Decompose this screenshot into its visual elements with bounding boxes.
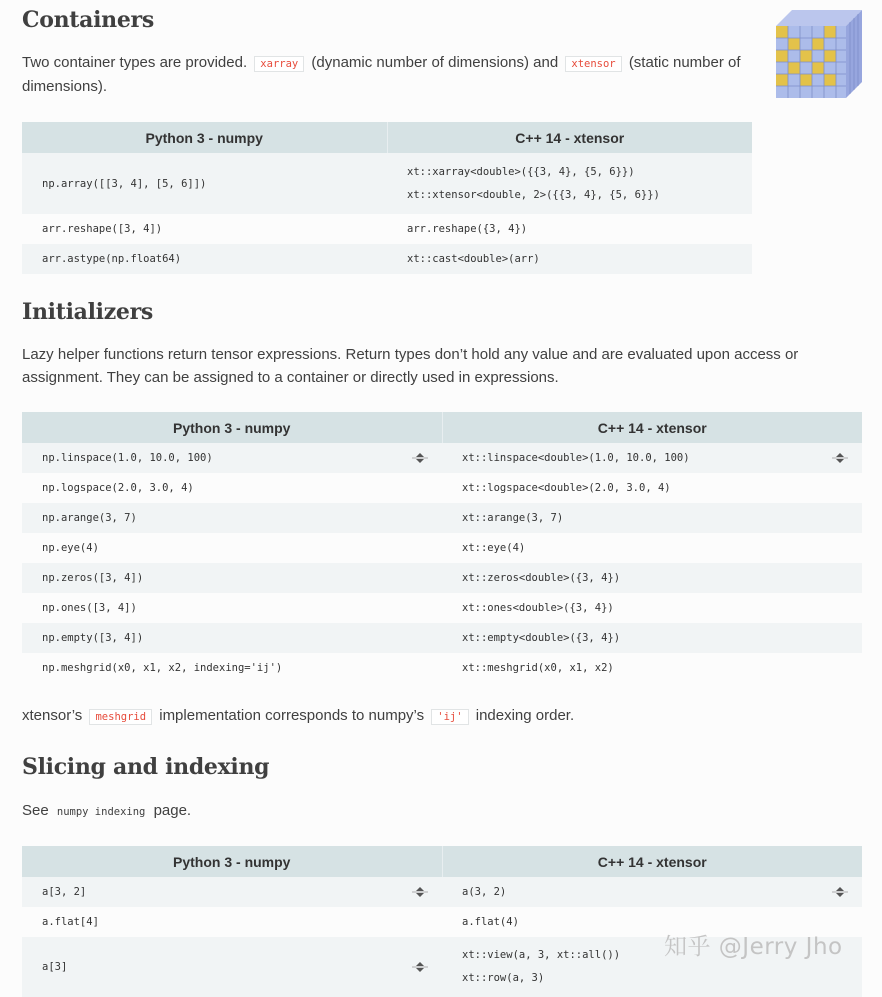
initializers-table [22, 412, 862, 683]
containers-intro: Two container types are provided. xarray (dynamic number of dimensions) and xtensor (static number of dimensions). [22, 54, 741, 95]
python-cell: arr.reshape([3, 4]) [22, 214, 387, 244]
python-cell: a[3] [22, 937, 442, 997]
cpp-cell: a(3, 2) [442, 877, 862, 907]
cpp-cell: xt::linspace<double>(1.0, 10.0, 100) [442, 443, 862, 473]
slicing-table [22, 846, 862, 997]
watermark-text: 知乎 @Jerry Jho [664, 934, 843, 960]
xtensor-cube-logo [772, 6, 864, 100]
python-cell: a.flat[4] [22, 907, 442, 937]
table-row [22, 877, 862, 907]
table-row [22, 623, 862, 653]
inline-code-meshgrid: meshgrid [89, 709, 152, 725]
sort-arrows-icon[interactable] [412, 886, 428, 898]
python-cell: a[3, 2] [22, 877, 442, 907]
meshgrid-note: xtensor’s meshgrid implementation corresponds to numpy’s 'ij' indexing order. [22, 707, 575, 724]
python-cell: np.empty([3, 4]) [22, 623, 442, 653]
python-cell: arr.astype(np.float64) [22, 244, 387, 274]
table-row [22, 563, 862, 593]
section-heading-containers: Containers [22, 7, 154, 33]
table-row [22, 533, 862, 563]
table-row [22, 473, 862, 503]
python-cell: np.logspace(2.0, 3.0, 4) [22, 473, 442, 503]
column-header-python[interactable]: Python 3 - numpy [22, 412, 442, 443]
inline-code-ij: 'ij' [431, 709, 468, 725]
section-heading-slicing: Slicing and indexing [22, 754, 270, 780]
table-row [22, 214, 752, 244]
inline-code-xarray: xarray [254, 56, 304, 72]
cpp-cell: xt::eye(4) [442, 533, 862, 563]
section-heading-initializers: Initializers [22, 299, 153, 325]
python-cell: np.meshgrid(x0, x1, x2, indexing='ij') [22, 653, 442, 683]
numpy-indexing-link[interactable]: numpy indexing [56, 806, 146, 818]
cpp-cell: xt::view(a, 3, xt::all()) xt::row(a, 3) [442, 937, 862, 997]
sort-arrows-icon[interactable] [832, 886, 848, 898]
sort-arrows-icon[interactable] [412, 961, 428, 973]
cpp-cell: arr.reshape({3, 4}) [387, 214, 752, 244]
slicing-intro: See numpy indexing page. [22, 802, 192, 819]
column-header-python[interactable]: Python 3 - numpy [22, 846, 442, 877]
python-cell: np.linspace(1.0, 10.0, 100) [22, 443, 442, 473]
table-row [22, 244, 752, 274]
table-row [22, 653, 862, 683]
table-row [22, 593, 862, 623]
cpp-cell: xt::ones<double>({3, 4}) [442, 593, 862, 623]
table-row [22, 503, 862, 533]
inline-code-xtensor: xtensor [565, 56, 621, 72]
column-header-python[interactable]: Python 3 - numpy [22, 122, 387, 153]
initializers-intro: Lazy helper functions return tensor expressions. Return types don’t hold any value and are evaluated upon access or assignment. They can be assigned to a container or directly used in expressions. [22, 346, 799, 386]
cpp-cell: xt::empty<double>({3, 4}) [442, 623, 862, 653]
cpp-cell: xt::cast<double>(arr) [387, 244, 752, 274]
cpp-cell: a.flat(4) [442, 907, 862, 937]
column-header-cpp[interactable]: C++ 14 - xtensor [442, 846, 862, 877]
table-row [22, 153, 752, 214]
column-header-cpp[interactable]: C++ 14 - xtensor [442, 412, 862, 443]
column-header-cpp[interactable]: C++ 14 - xtensor [387, 122, 752, 153]
table-row [22, 443, 862, 473]
cpp-cell: xt::zeros<double>({3, 4}) [442, 563, 862, 593]
cpp-cell: xt::meshgrid(x0, x1, x2) [442, 653, 862, 683]
python-cell: np.eye(4) [22, 533, 442, 563]
python-cell: np.array([[3, 4], [5, 6]]) [22, 153, 387, 214]
cpp-cell: xt::arange(3, 7) [442, 503, 862, 533]
python-cell: np.arange(3, 7) [22, 503, 442, 533]
python-cell: np.ones([3, 4]) [22, 593, 442, 623]
cpp-cell: xt::xarray<double>({{3, 4}, {5, 6}}) xt::xtensor<double, 2>({{3, 4}, {5, 6}}) [387, 153, 752, 214]
containers-table [22, 122, 752, 274]
sort-arrows-icon[interactable] [412, 452, 428, 464]
python-cell: np.zeros([3, 4]) [22, 563, 442, 593]
cpp-cell: xt::logspace<double>(2.0, 3.0, 4) [442, 473, 862, 503]
sort-arrows-icon[interactable] [832, 452, 848, 464]
